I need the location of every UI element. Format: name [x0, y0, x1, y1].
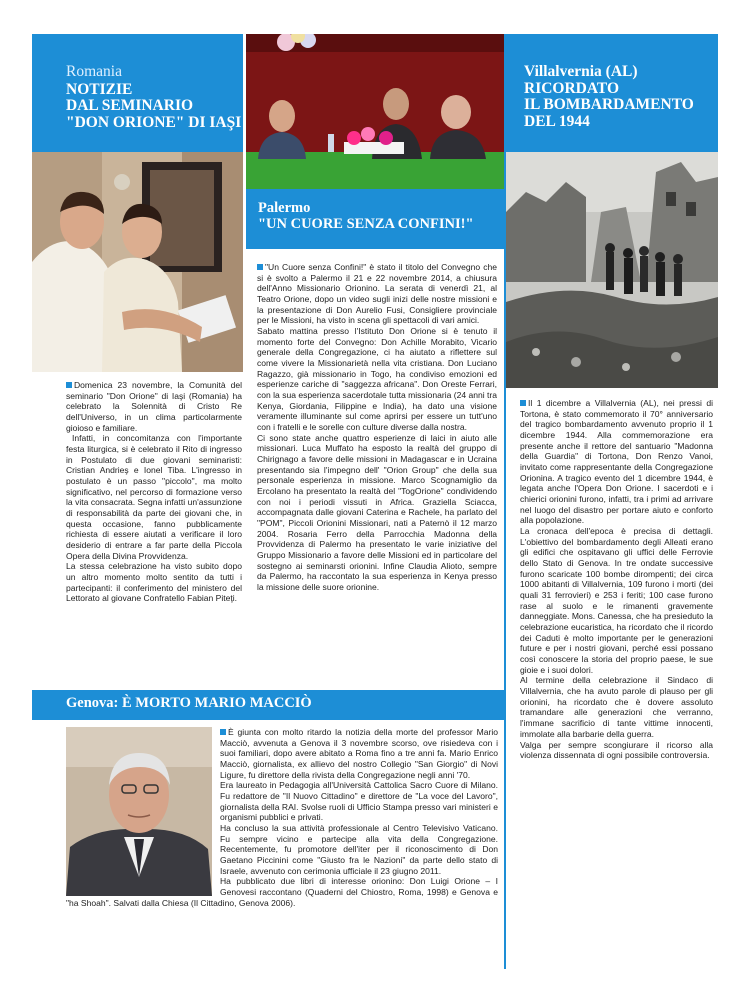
romania-paragraph-1: Domenica 23 novembre, la Comunità del seminario "Don Orione" di Iaşi (Romania) ha celebrato la Solennità di Cristo Re dell'Universo, in un clima particolarmente gioioso e familiare.	[66, 380, 242, 433]
genova-paragraph-3: Ha concluso la sua attività professionale al Centro Televisivo Vaticano. Fu sempre vicino e partecipe alla vita della Congregazione. Recentemente, fu promotore dell'iter per il riconoscimento di Don Gaetano Piccinini come "Giusto fra le Nazioni" da parte dello stato di Israele, avvenuto con cerimonia ufficiale il 23 giugno 2011.	[220, 823, 498, 876]
villalvernia-article	[520, 398, 713, 761]
palermo-article	[257, 262, 497, 593]
villalvernia-title-line-2: IL BOMBARDAMENTO	[524, 96, 694, 114]
palermo-header	[246, 189, 504, 249]
genova-paragraph-2: Era laureato in Pedagogia all'Università Cattolica Sacro Cuore di Milano. Fu redattore de "Il Nuovo Cittadino" e direttore de "La voce del Lavoro", giornalista della RAI. Svolse ruoli di Ufficio Stampa presso vari ministeri e organismi pubblici e privati.	[220, 780, 498, 823]
villalvernia-header	[506, 34, 718, 152]
villalvernia-bombing-photo	[506, 152, 718, 388]
bullet-square-icon	[66, 382, 72, 388]
bullet-square-icon	[220, 729, 226, 735]
genova-heading: Genova: È MORTO MARIO MACCIÒ	[66, 695, 312, 711]
palermo-title: "UN CUORE SENZA CONFINI!"	[258, 215, 474, 232]
genova-header	[32, 690, 504, 720]
romania-paragraph-2: Infatti, in concomitanza con l'importante festa liturgica, si è celebrato il Rito di ingresso in Postulato di due giovani seminaristi: Cristian Andrieş e Ionel Tiba. L'ingresso in postulato è un passo "piccolo", ma molto significativo, nel percorso di formazione verso la vita consacrata. Segna infatti un'assunzione di responsabilità da parte dei giovani che, in questa occasione, fanno pubblicamente richiesta di essere aiutati a verificare il loro desiderio di entrare a far parte della Piccola Opera della Divina Provvidenza.	[66, 433, 242, 561]
villalvernia-paragraph-2: La cronaca dell'epoca è precisa di dettagli. L'obiettivo del bombardamento degli Alleati erano gli edifici che ospitavano gli uffici delle Ferrovie dello Stato di Genova. In tre ondate successive furono scaricate 100 bombe dirompenti; dei circa 1000 abitanti di Villalvernia, 109 furono i morti (dei quali 31 ferrovieri) e 253 i feriti; 100 case furono rase al suolo e le rimanenti gravemente danneggiate. Mons. Canessa, che ha presieduto la celebrazione eucaristica, ha ricordato che il ricordo dei Caduti è molto importante per le generazioni future e per i nostri giovani, perché essi possano così conoscere la storia del proprio paese, le sue gioie e i suoi dolori.	[520, 526, 713, 675]
villalvernia-title-line-3: DEL 1944	[524, 113, 590, 131]
villalvernia-paragraph-3: Al termine della celebrazione il Sindaco di Villalvernia, che ha avuto parole di plauso per gli orionini, ha ricordato che è dovere assoluto tramandare alle generazioni che verranno, l'immane sacrificio di tante vittime innocenti, immolate alla barbarie della guerra.	[520, 675, 713, 739]
palermo-convention-photo	[246, 34, 504, 189]
genova-paragraph-1: È giunta con molto ritardo la notizia della morte del professor Mario Macciò, avvenuta a Genova il 3 novembre scorso, ove risiedeva con i suoi familiari, dopo avere abitato a Roma fino a tre anni fa. Mario Enrico Macciò, giornalista, ex allievo del nostro Collegio "San Giorgio" di Novi Ligure, fu direttore della rivista della Congregazione negli anni '70.	[220, 727, 498, 780]
romania-seminarians-photo	[32, 152, 243, 372]
villalvernia-paragraph-4: Valga per sempre scongiurare il ricorso alla violenza dissennata di ogni possibile controversia.	[520, 739, 713, 761]
bullet-square-icon	[520, 400, 526, 406]
romania-header	[32, 34, 243, 152]
villalvernia-paragraph-1: Il 1 dicembre a Villalvernia (AL), nei pressi di Tortona, è stato commemorato il 70° anniversario del tragico bombardamento avvenuto proprio il 1 dicembre 1944. Alla commemorazione era presente anche il rettore del santuario "Madonna della Guardia" di Tortona, Don Renzo Vanoi, invitato come rappresentante della Congregazione Orionina. A tragico evento del 1 dicembre 1944, è legata anche l'Opera Don Orione. I sacerdoti e i chierici orionini furono, infatti, tra i primi ad arrivare nel luogo del disastro per portare aiuto e conforto alla popolazione.	[520, 398, 713, 526]
romania-kicker: Romania	[66, 63, 122, 80]
portrait-spacer	[66, 727, 220, 896]
column-divider	[504, 34, 506, 969]
romania-title-line-3: "DON ORIONE" DI IAŞI	[66, 114, 242, 132]
romania-title-line-1: NOTIZIE	[66, 80, 133, 98]
palermo-paragraph-2: Sabato mattina presso l'Istituto Don Orione si è tenuto il momento forte del Convegno: Don Achille Morabito, Vicario generale della Congregazione, ci ha aiutato a riflettere sul come vivere la Missionarietà nella vita cristiana. Don Luciano Ragazzo, già missionario in Togo, ha condiviso emozioni ed esperienze cariche di "saggezza africana". Don Oreste Ferrari, con la sua esperienza sacerdotale tutta missionaria (24 anni tra Kenya, Giordania, Filippine e India), ha dato una visione veramente illuminante sul come aprirsi per essere un tutt'uno con i fratelli e le sorelle con culture diverse dalla nostra.	[257, 326, 497, 433]
genova-article	[66, 727, 498, 908]
romania-paragraph-3: La stessa celebrazione ha visto subito dopo un altro momento molto sentito da tutti i partecipanti: il conferimento del ministero del Lettorato al giovane Confratello Fabian Piteţi.	[66, 561, 242, 604]
palermo-paragraph-3: Ci sono state anche quattro esperienze di laici in aiuto alle missionari. Luca Muffato ha esposto la realtà del gruppo di Chirignago a favore delle missioni in Madagascar e in Ucraina presentando sia l'impegno dell' "Orion Group" che della sua personale esperienza in missione. Marco Scognamiglio da Ercolano ha presentato la realtà del "TogOrione" condividendo con noi i periodi vissuti in Africa. Graziella Sciacca, accompagnata dalle giovani Caterina e Rachele, ha parlato del "POM", Piccoli Orionini Missionari, nati a Paternò il 12 marzo 2004. Rosaria Ferro della Parrocchia Madonna della Provvidenza di Palermo ha presentato le varie iniziative del Gruppo Missionario a favore delle Missioni ed in particolare del sostegno ai seminarsti orionini. Infine Claudia Alioto, sempre da Palermo, ha raccontato la sua esperienza in Kenya presso la missione delle suore orionine.	[257, 432, 497, 593]
villalvernia-title-line-1: RICORDATO	[524, 79, 620, 97]
bullet-square-icon	[257, 264, 263, 270]
villalvernia-kicker: Villalvernia (AL)	[524, 63, 638, 80]
palermo-paragraph-1: "Un Cuore senza Confini!" è stato il titolo del Convegno che si è svolto a Palermo il 21 e 22 novembre 2014, a chiusura dell'Anno Missionario Orionino. La serata di venerdì 21, al Teatro Orione, dopo un video sugli inizi delle nostre missioni e la presentazione di Don Aurelio Fusi, Consigliere provinciale per le Missioni, ha visto in scena gli spettacoli di vari amici.	[257, 262, 497, 326]
palermo-kicker: Palermo	[258, 200, 311, 216]
romania-article	[66, 380, 242, 604]
genova-paragraph-4: Ha pubblicato due libri di interesse orionino: Don Luigi Orione – I Genovesi raccontano (Quaderni del Chiostro, Roma, 1998) e Genova e "ha Shoah". Salvati dalla Chiesa (Il Cittadino, Genova 2006).	[66, 876, 498, 908]
romania-title-line-2: DAL SEMINARIO	[66, 97, 194, 115]
